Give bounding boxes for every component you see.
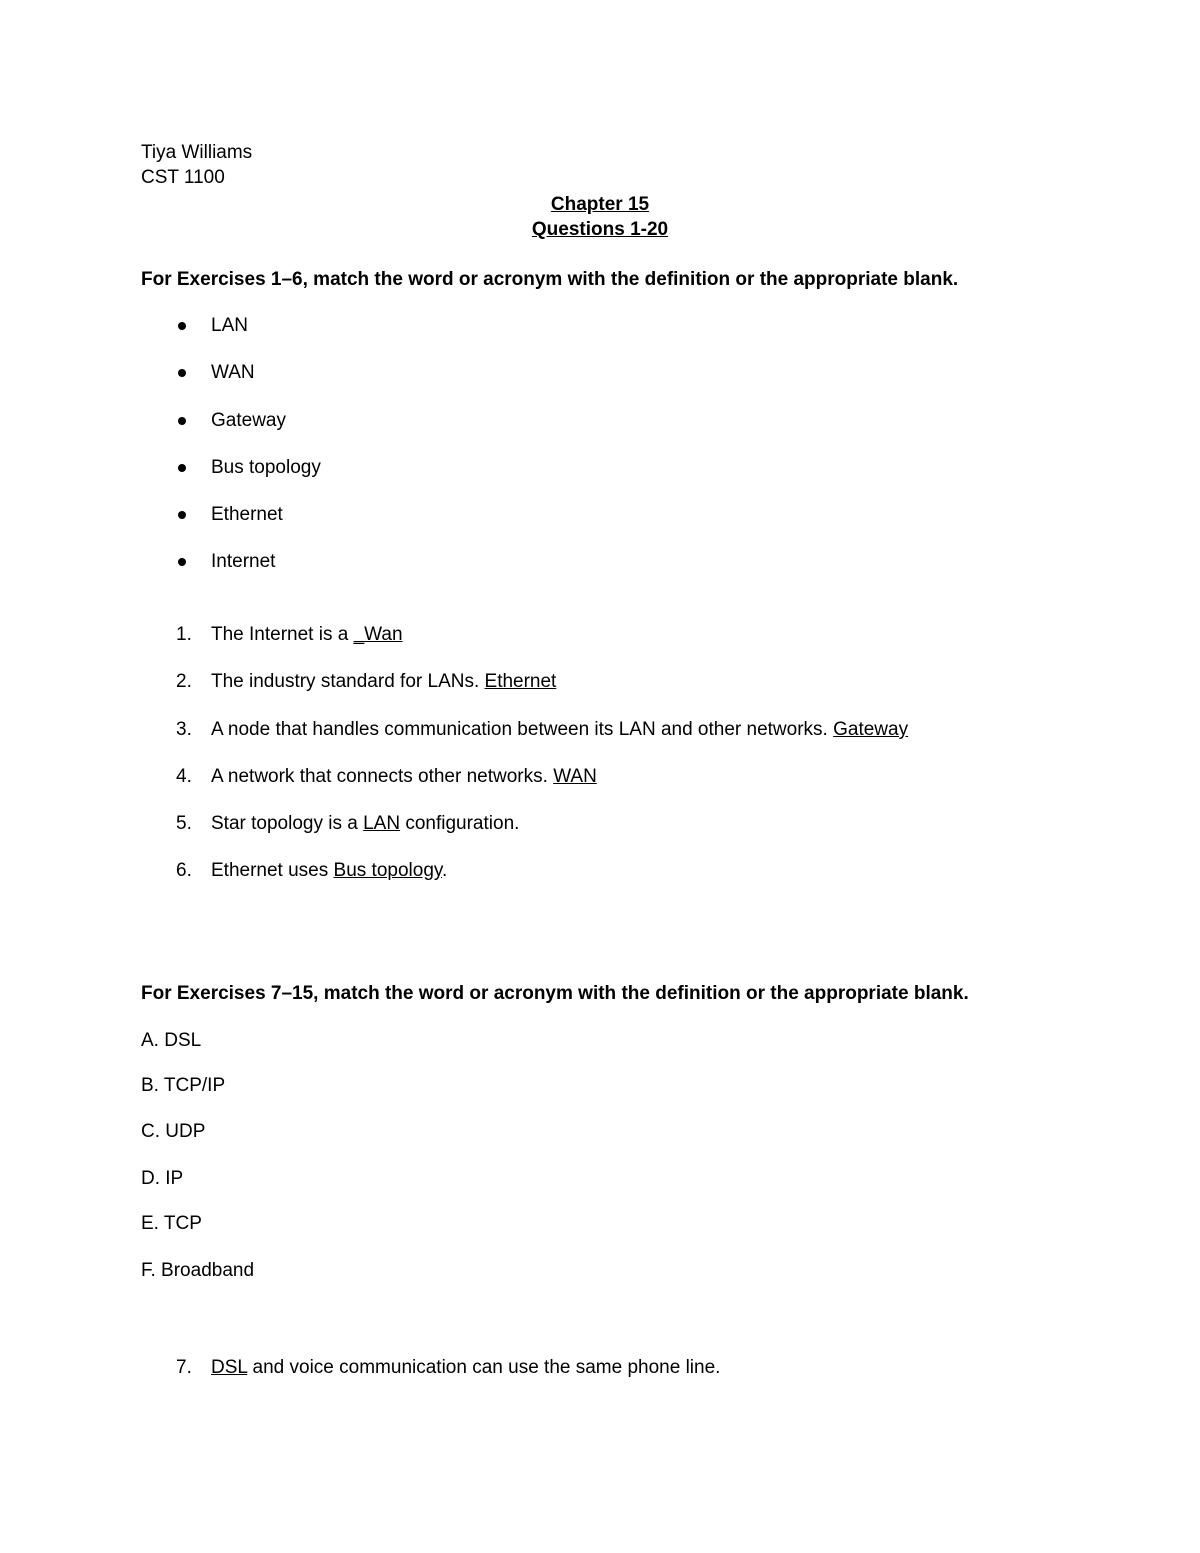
term-item: Internet <box>211 551 276 572</box>
question-item <box>211 670 556 694</box>
question-number: 3. <box>176 719 192 740</box>
question-text-after: configuration. <box>400 813 520 834</box>
question-item <box>211 859 447 883</box>
question-text: The industry standard for LANs. <box>211 671 485 692</box>
question-item <box>211 623 403 647</box>
question-text: Star topology is a <box>211 813 364 834</box>
answer-text: DSL <box>211 1357 248 1378</box>
option-item: D. IP <box>141 1168 184 1189</box>
term-item: Bus topology <box>211 457 321 478</box>
chapter-title-text: Chapter 15 <box>550 194 650 215</box>
bullet-icon <box>178 558 186 566</box>
author-name: Tiya Williams <box>141 142 253 163</box>
question-item <box>211 1356 720 1380</box>
question-number: 4. <box>176 766 192 787</box>
question-text: Ethernet uses <box>211 860 334 881</box>
answer-text: Ethernet <box>484 671 557 692</box>
question-number: 7. <box>176 1357 192 1378</box>
question-text-after: and voice communication can use the same phone line. <box>247 1357 721 1378</box>
answer-text: LAN <box>363 813 401 834</box>
option-item: C. UDP <box>141 1121 206 1142</box>
question-number: 5. <box>176 813 192 834</box>
question-text-after: . <box>441 860 448 881</box>
question-number: 6. <box>176 860 192 881</box>
answer-text: Gateway <box>833 719 909 740</box>
question-item <box>211 765 597 789</box>
question-text: A node that handles communication between its LAN and other networks. <box>211 719 834 740</box>
questions-title-text: Questions 1-20 <box>531 219 669 240</box>
term-item: Ethernet <box>211 504 283 525</box>
chapter-title <box>0 193 1200 217</box>
option-item: E. TCP <box>141 1213 202 1234</box>
answer-text: _Wan <box>353 624 403 645</box>
answer-text: WAN <box>553 766 597 787</box>
question-item <box>211 812 519 836</box>
bullet-icon <box>178 369 186 377</box>
section1-instruction: For Exercises 1–6, match the word or acronym with the definition or the appropriate blank. <box>141 269 959 290</box>
term-item: WAN <box>211 362 255 383</box>
question-number: 1. <box>176 624 192 645</box>
option-item: A. DSL <box>141 1030 202 1051</box>
question-text: A network that connects other networks. <box>211 766 554 787</box>
section2-instruction: For Exercises 7–15, match the word or acronym with the definition or the appropriate blank. <box>141 983 969 1004</box>
course-code: CST 1100 <box>141 167 225 188</box>
questions-title <box>0 218 1200 242</box>
term-item: Gateway <box>211 410 286 431</box>
term-item: LAN <box>211 315 248 336</box>
question-item <box>211 718 908 742</box>
bullet-icon <box>178 511 186 519</box>
answer-text: Bus topology <box>333 860 442 881</box>
option-item: F. Broadband <box>141 1260 255 1281</box>
question-text: The Internet is a <box>211 624 354 645</box>
bullet-icon <box>178 322 186 330</box>
bullet-icon <box>178 417 186 425</box>
question-number: 2. <box>176 671 192 692</box>
bullet-icon <box>178 464 186 472</box>
option-item: B. TCP/IP <box>141 1075 226 1096</box>
